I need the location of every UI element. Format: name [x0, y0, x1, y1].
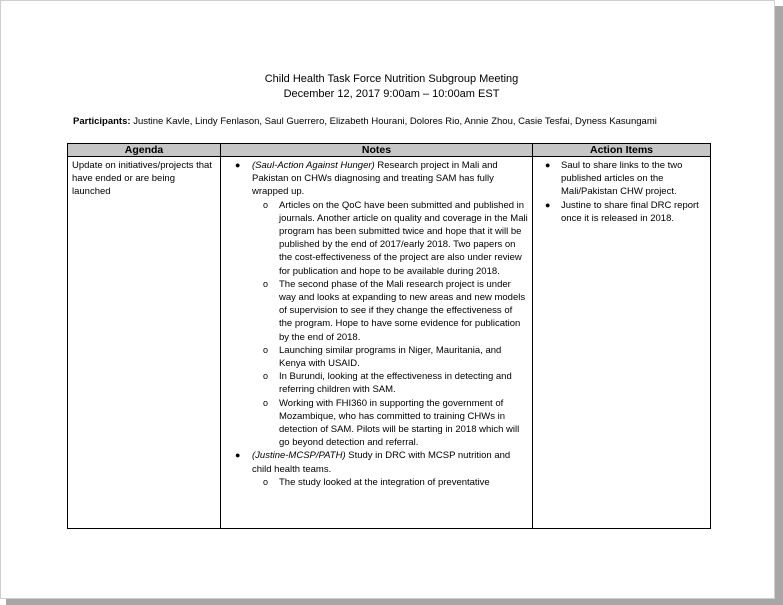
note-source-tag: (Saul-Action Against Hunger) [252, 160, 375, 171]
sub-note-text: In Burundi, looking at the effectiveness in detecting and referring children with SAM. [279, 371, 512, 396]
list-item [225, 344, 528, 370]
note-text: Research project in Mali and Pakistan on CHWs diagnosing and treating SAM has fully wrapped up. [252, 160, 498, 198]
bullet-icon: ● [235, 160, 241, 170]
list-item [225, 199, 528, 278]
agenda-cell [68, 157, 221, 529]
meeting-date: December 12, 2017 9:00am – 10:00am EST [283, 88, 500, 100]
note-source-tag: (Justine-MCSP/PATH) [252, 450, 346, 462]
action-items-list [537, 159, 706, 225]
sub-note-text: The study looked at the integration of preventative [279, 476, 490, 488]
action-items-cell [533, 157, 711, 529]
note-text: Study in DRC with MCSP nutrition and child health teams. [252, 450, 511, 475]
notes-list [225, 159, 528, 489]
action-item-text: Saul to share links to the two published articles on the Mali/Pakistan CHW project. [561, 160, 683, 198]
bullet-icon: ● [545, 199, 551, 210]
list-item [225, 397, 528, 450]
header-action-items: Action Items [533, 144, 711, 157]
agenda-text: Update on initiatives/projects that have ended or are being launched [72, 160, 212, 198]
meeting-table [67, 143, 711, 529]
list-item [225, 159, 528, 199]
table-header-row [68, 144, 711, 157]
circle-bullet-icon: o [263, 344, 269, 355]
list-item [537, 199, 706, 225]
circle-bullet-icon: o [263, 199, 269, 210]
list-item [537, 159, 706, 199]
page-shadow-bottom [6, 599, 783, 605]
circle-bullet-icon: o [263, 278, 269, 289]
bullet-icon: ● [235, 450, 241, 461]
header-notes: Notes [221, 144, 533, 157]
action-item-text: Justine to share final DRC report once it is released in 2018. [561, 199, 699, 224]
list-item [225, 278, 528, 344]
sub-note-text: Working with FHI360 in supporting the government of Mozambique, who has committed to training CHWs in detection of SAM. Pilots will be starting in 2018 which will go beyond detection and referral. [279, 397, 520, 449]
list-item [225, 370, 528, 396]
participants-label: Participants: [73, 116, 131, 127]
sub-note-text: Launching similar programs in Niger, Mauritania, and Kenya with USAID. [279, 344, 502, 370]
circle-bullet-icon: o [263, 476, 269, 487]
sub-note-text: The second phase of the Mali research project is under way and looks at expanding to new areas and new models of supervision to see if they change the effectiveness of the program. Hope to have some evidence for publication by the end of 2018. [279, 278, 526, 343]
sub-note-text: Articles on the QoC have been submitted and published in journals. Another article on quality and coverage in the Mali program has been submitted twice and hope that it will be published by the end of 2017/early 2018. Two papers on the cost-effectiveness of the project are also under review for publication and hope to be available during 2018. [279, 199, 528, 277]
header-agenda: Agenda [68, 144, 221, 157]
circle-bullet-icon: o [263, 371, 269, 382]
bullet-icon: ● [545, 160, 551, 170]
circle-bullet-icon: o [263, 397, 269, 408]
notes-cell [221, 157, 533, 529]
list-item [225, 476, 528, 489]
table-row [68, 157, 711, 529]
meeting-title: Child Health Task Force Nutrition Subgroup Meeting [264, 73, 519, 85]
participants-names: Justine Kavle, Lindy Fenlason, Saul Guerrero, Elizabeth Hourani, Dolores Rio, Annie Zhou, Casie Tesfai, Dyness Kasungami [133, 116, 657, 127]
list-item [225, 449, 528, 475]
participants-line [73, 116, 657, 127]
